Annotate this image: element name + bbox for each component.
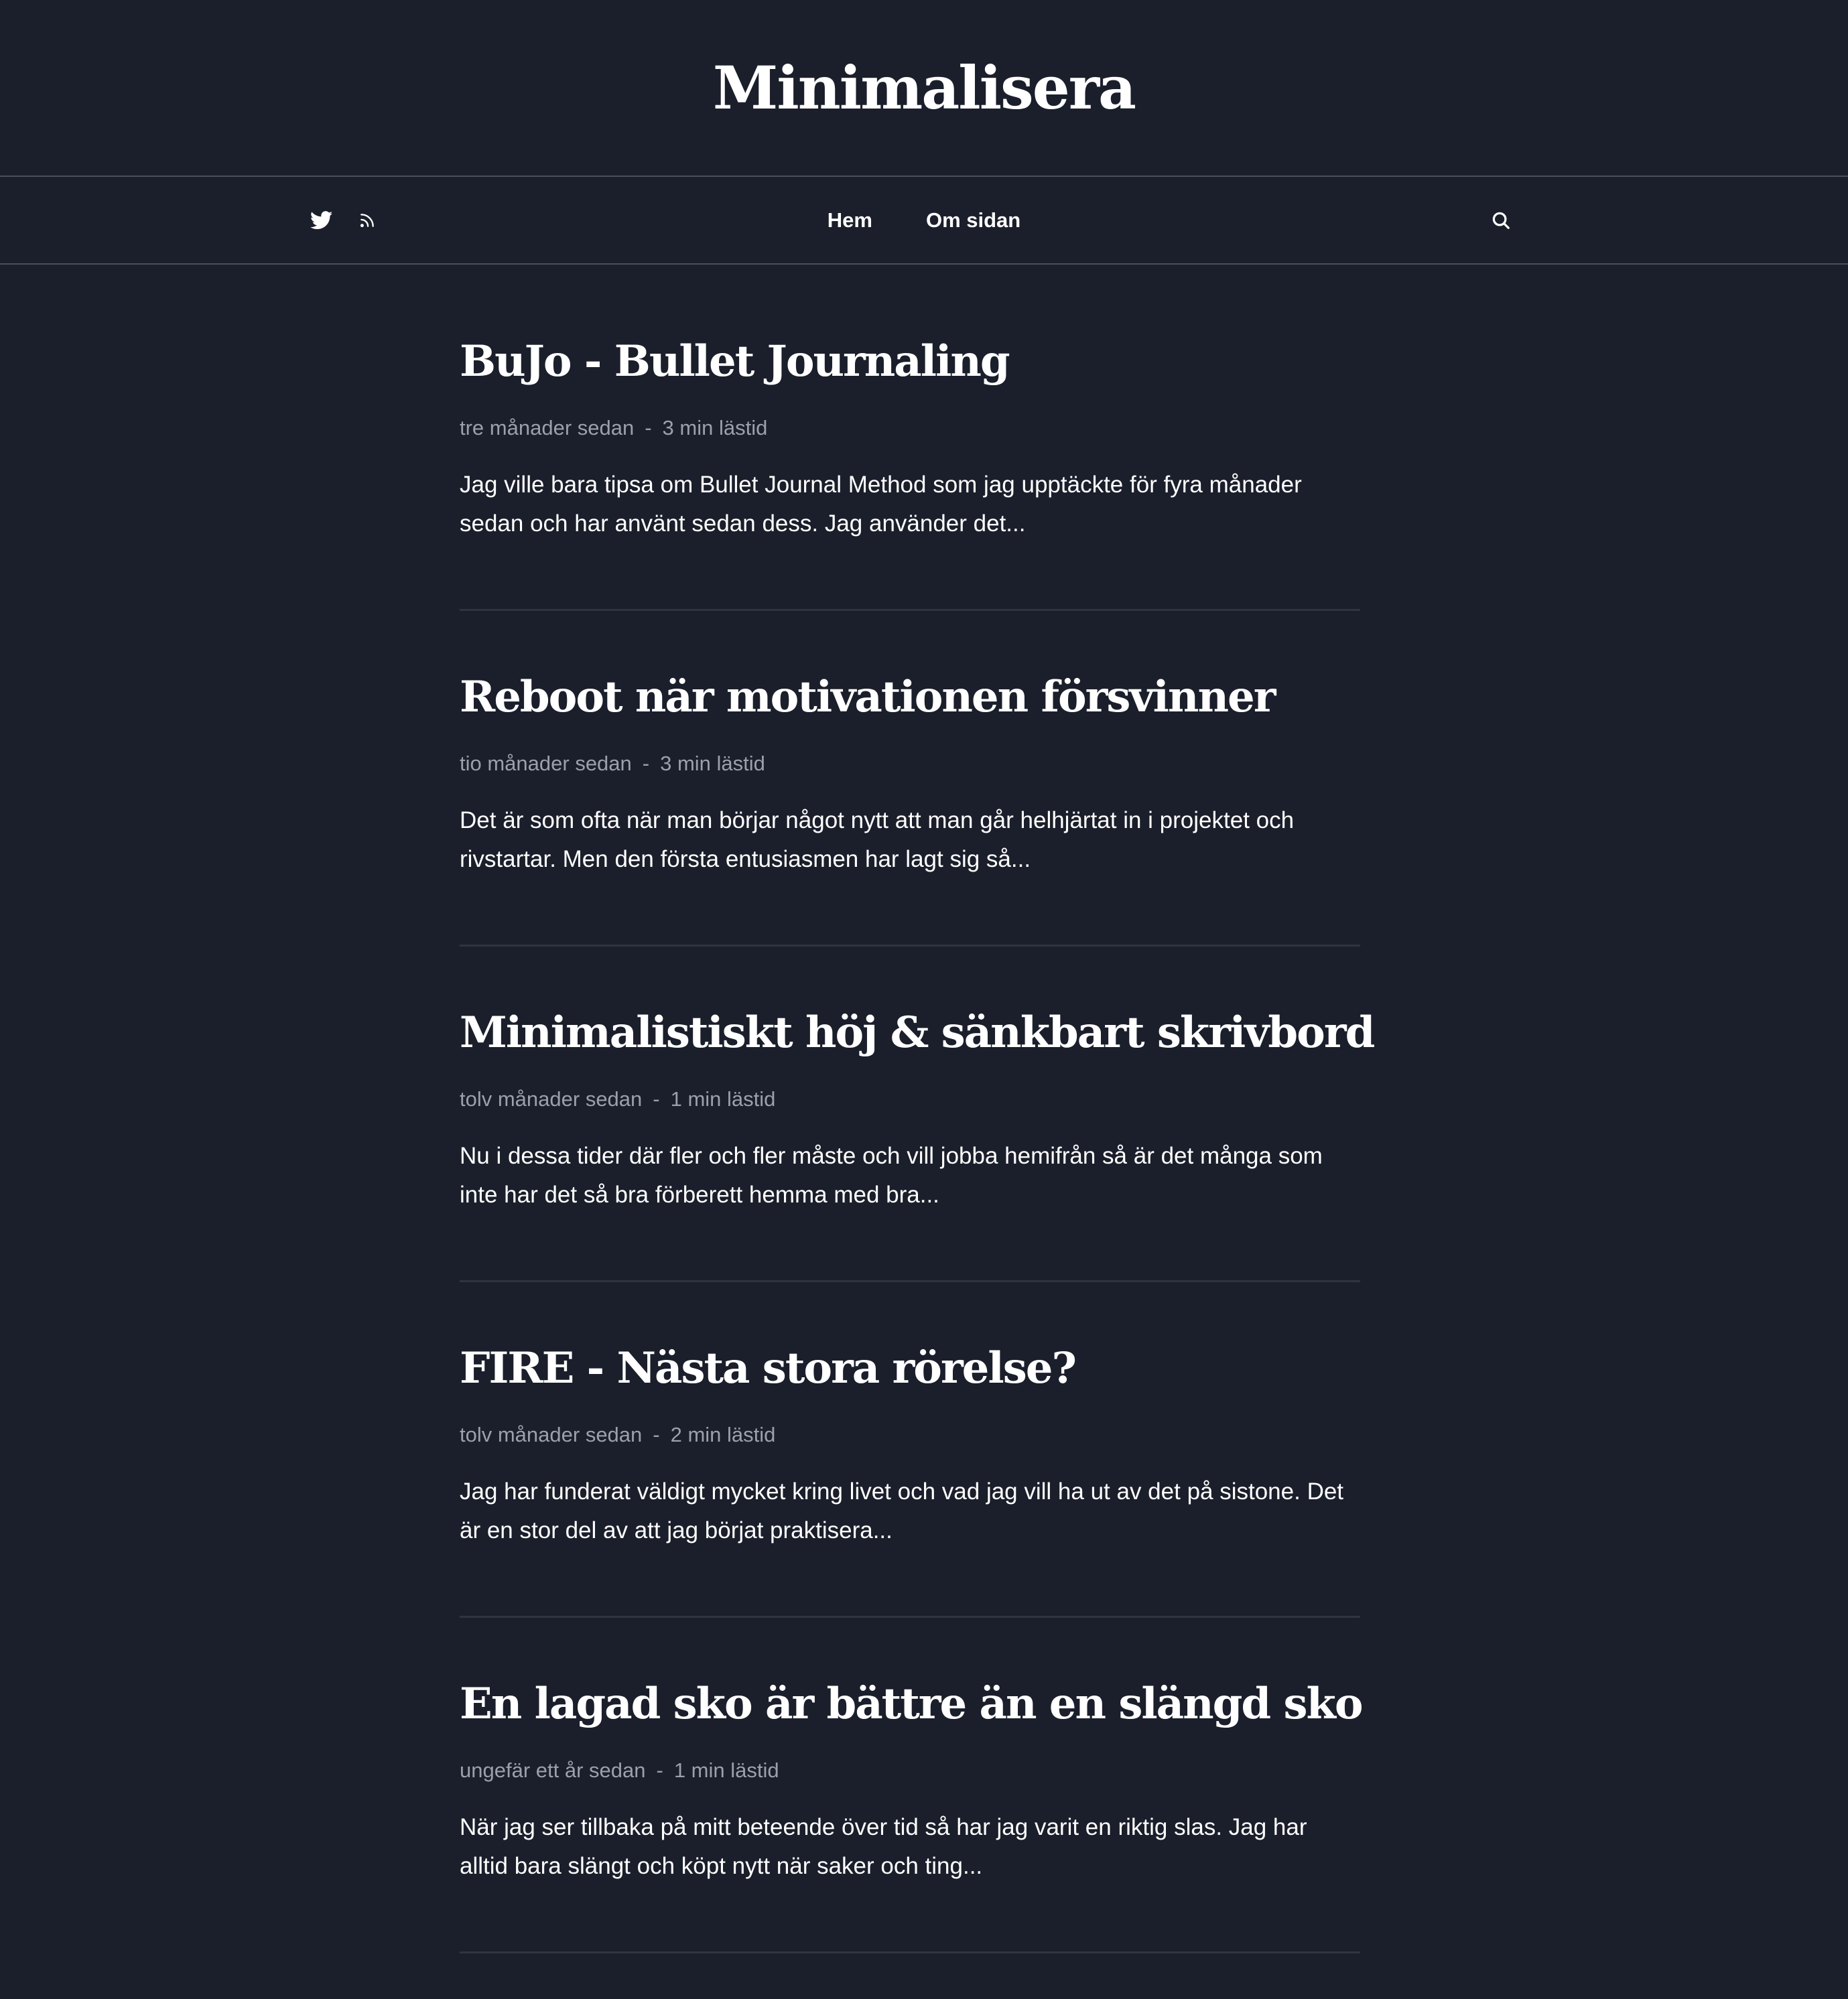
post-title[interactable]: BuJo - Bullet Journaling (460, 336, 1009, 387)
post-excerpt: Det är som ofta när man börjar något nytt att man går helhjärtat in i projektet och rivstartar. Men den första entusiasmen har lagt sig så... (460, 807, 1295, 872)
post-reading-time: 2 min lästid (670, 1423, 776, 1446)
post-title[interactable]: Reboot när motivationen försvinner (460, 672, 1275, 722)
post-title[interactable]: FIRE - Nästa stora rörelse? (460, 1343, 1075, 1393)
post-meta (460, 415, 1360, 441)
nav-links (0, 177, 1848, 263)
post-meta (460, 750, 1360, 777)
post-meta (460, 1086, 1360, 1113)
post-excerpt: Nu i dessa tider där fler och fler måste och vill jobba hemifrån så är det många som inte har det så bra förberett hemma med bra... (460, 1143, 1323, 1208)
post-excerpt: Jag ville bara tipsa om Bullet Journal Method som jag upptäckte för fyra månader sedan och har använt sedan dess. Jag använder det... (460, 472, 1302, 537)
post-item (460, 1282, 1360, 1618)
post-excerpt: Jag har funderat väldigt mycket kring livet och vad jag vill ha ut av det på sistone. Det är en stor del av att jag börjat praktisera... (460, 1478, 1344, 1543)
post-excerpt: När jag ser tillbaka på mitt beteende över tid så har jag varit en riktig slas. Jag har alltid bara slängt och köpt nytt när saker och ting... (460, 1814, 1307, 1879)
site-title[interactable]: Minimalisera (712, 53, 1136, 123)
nav-link-om-sidan[interactable]: Om sidan (925, 208, 1021, 232)
meta-separator: - (653, 1087, 660, 1111)
post-meta (460, 1757, 1360, 1784)
post-item (460, 611, 1360, 947)
post-date: tolv månader sedan (460, 1423, 643, 1446)
post-item (460, 947, 1374, 1282)
search-button[interactable] (1488, 177, 1514, 263)
site-header (0, 0, 1848, 177)
post-reading-time: 1 min lästid (673, 1759, 779, 1782)
meta-separator: - (653, 1423, 660, 1446)
post-item (460, 1618, 1360, 1953)
nav-link-hem[interactable]: Hem (827, 208, 872, 232)
post-reading-time: 3 min lästid (662, 416, 768, 439)
main-nav (0, 177, 1848, 265)
post-reading-time: 1 min lästid (670, 1087, 776, 1111)
post-title[interactable]: Minimalistiskt höj & sänkbart skrivbord (460, 1008, 1374, 1058)
post-date: tio månader sedan (460, 752, 632, 775)
meta-separator: - (642, 752, 650, 775)
post-reading-time: 3 min lästid (660, 752, 765, 775)
post-item (460, 275, 1360, 611)
meta-separator: - (645, 416, 652, 439)
post-list (460, 275, 1374, 1953)
post-title[interactable]: En lagad sko är bättre än en slängd sko (460, 1679, 1362, 1729)
post-date: ungefär ett år sedan (460, 1759, 646, 1782)
search-icon[interactable] (1488, 207, 1514, 234)
post-meta (460, 1422, 1360, 1448)
meta-separator: - (656, 1759, 663, 1782)
post-date: tre månader sedan (460, 416, 635, 439)
post-date: tolv månader sedan (460, 1087, 643, 1111)
